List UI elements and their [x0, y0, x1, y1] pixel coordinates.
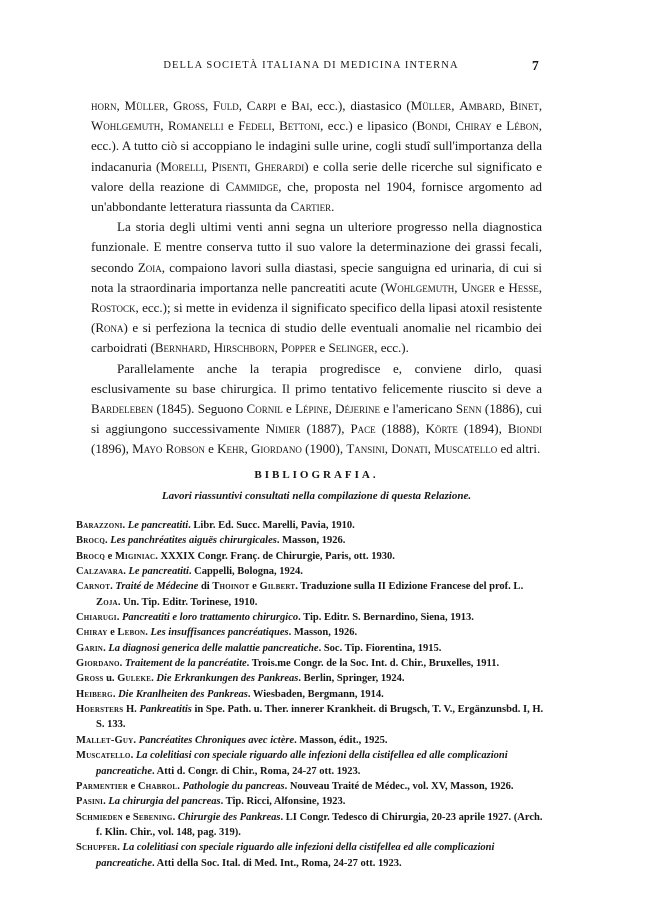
text-run: ,	[238, 98, 247, 113]
author-name: Bardeleben	[91, 401, 154, 417]
author-name: Bettoni	[279, 118, 321, 134]
author-name: Romanelli	[167, 118, 224, 134]
work-title: Pancréatites Chroniques avec ictère	[138, 734, 295, 746]
author-name: Kehr	[217, 441, 245, 457]
author-name: Pace	[350, 421, 376, 437]
author-name: Chabrol	[137, 780, 178, 792]
text-run: ,	[538, 279, 542, 295]
author-name: Popper	[280, 340, 317, 356]
text-run: . Traduzione sulla II Edizione Francese del prof.	[295, 581, 514, 593]
text-run: Parallelamente anche la terapia progredisce e, conviene dirlo, quasi esclusivamente su base chirurgica. Il primo tentativo felicemente riuscito si deve a	[91, 360, 542, 396]
text-run: , ecc.); si mette in evidenza il significato specifico della lipasi atoxil resistente (	[91, 300, 542, 336]
author-name: Fuld	[213, 98, 239, 113]
text-run: ,	[160, 118, 168, 134]
text-run: e	[107, 627, 118, 639]
text-run: (1894),	[457, 421, 508, 437]
paragraph	[91, 217, 542, 358]
author-name: Mallet-Guy	[76, 734, 134, 746]
author-name: Carpi	[246, 98, 276, 113]
text-run: .	[110, 581, 116, 593]
bibliography-entry	[76, 687, 546, 702]
author-name: Bai	[291, 98, 310, 113]
bibliography-subtitle: Lavori riassuntivi consultati nella compilazione di questa Relazione.	[161, 490, 472, 502]
bibliography-entry	[76, 794, 546, 809]
author-name: Lébon	[506, 118, 539, 134]
text-run: .	[117, 842, 123, 854]
text-run: ed altri.	[497, 441, 541, 457]
author-name: Müller	[124, 98, 166, 113]
author-name: Sebening	[132, 811, 173, 823]
bibliography-entry	[76, 733, 546, 748]
text-run: . Masson, 1926.	[276, 535, 346, 547]
text-run: e	[495, 279, 509, 295]
author-name: Rona	[95, 320, 124, 336]
text-run: . Tip. Ricci, Alfonsine, 1923.	[220, 796, 346, 808]
text-run: , compaiono lavori sulla diastasi, specie sanguigna ed urinaria, di cui si nota la straordinaria importanza nelle pancreatiti acute (	[91, 259, 542, 295]
text-run: . Berlin, Springer, 1924.	[298, 673, 405, 685]
bibliography-entry	[76, 840, 546, 871]
work-title: Die Kranlheiten des Pankreas	[118, 688, 248, 700]
bibliography-entry	[76, 549, 546, 564]
text-run: , ecc.).	[374, 340, 409, 356]
bibliography-entry	[76, 610, 546, 625]
work-title: Pankreatitis	[139, 704, 192, 716]
author-name: L. Zoja	[96, 581, 524, 608]
author-name: Pasini	[76, 796, 104, 808]
author-name: Barazzoni	[76, 520, 123, 531]
bibliography-entry	[76, 533, 546, 548]
text-run: H.	[123, 704, 140, 716]
author-name: Heiberg	[76, 688, 113, 700]
author-name: Zoia	[137, 259, 162, 275]
text-run: ,	[447, 118, 456, 134]
author-name: Chiray	[455, 118, 492, 134]
author-name: Giordano	[76, 658, 120, 670]
text-run: ,	[501, 98, 510, 113]
bibliography-list	[76, 518, 546, 871]
author-name: Guleke	[117, 673, 152, 685]
text-run: e	[249, 581, 260, 593]
work-title: La chirurgia del pancreas	[108, 796, 221, 808]
text-run: . Wiesbaden, Bergmann, 1914.	[247, 688, 384, 700]
text-run: .	[331, 199, 335, 215]
text-run: . Soc. Tip. Fiorentina, 1915.	[318, 642, 442, 654]
author-name: Senn	[455, 401, 482, 417]
text-run: .	[112, 688, 119, 700]
author-name: Pisenti	[211, 158, 248, 174]
text-run: e	[282, 401, 296, 417]
text-run: . Cappelli, Bologna, 1924.	[188, 566, 303, 578]
bibliography-entry	[76, 779, 546, 794]
work-title: Traité de Médecine	[115, 581, 199, 593]
text-run: (1886), cui si aggiungono successivamente	[91, 401, 542, 437]
author-name: Gilbert	[259, 581, 296, 593]
author-name: Lebon	[117, 627, 146, 639]
text-run: La storia degli ultimi venti anni segna un ulteriore progresso nella diagnostica funzionale. E mentre conserva tutto il suo valore la determinazione dei grassi fecali, secondo	[91, 219, 542, 275]
text-run: e	[223, 118, 239, 134]
text-run: .	[116, 612, 122, 624]
text-run: .	[151, 673, 157, 685]
author-name: Chiarugi	[76, 612, 117, 624]
author-name: Calzavara	[76, 566, 124, 578]
text-run: ,	[203, 158, 212, 174]
text-run: . Masson, édit., 1925.	[294, 734, 388, 746]
author-name: Hoersters	[76, 704, 124, 716]
text-run: .	[119, 658, 125, 670]
text-run: e	[316, 340, 329, 356]
work-title: Pancreatiti e loro trattamento chirurgico	[121, 612, 299, 624]
author-name: Brocq	[76, 535, 106, 547]
text-run: . Libr. Ed. Succ. Marelli, Pavia, 1910.	[188, 520, 355, 531]
text-run: ,	[427, 441, 435, 457]
bibliography-entry	[76, 579, 546, 610]
text-run: e	[122, 811, 133, 823]
paragraph	[91, 96, 542, 217]
work-title: La colelitiasi con speciale riguardo alle infezioni della cistifellea ed alle complicazioni pancreatiche	[96, 842, 495, 869]
text-run: (1896),	[91, 441, 133, 457]
text-run: , ecc.) e lipasico (	[320, 118, 417, 134]
text-run: ,	[451, 98, 460, 113]
bibliography-entry	[76, 518, 546, 533]
author-name: Rostock	[91, 300, 136, 316]
text-run: e	[491, 118, 507, 134]
text-run: ,	[454, 279, 462, 295]
author-name: Schmieden	[76, 811, 123, 823]
text-run: .	[103, 796, 109, 808]
bibliography-entry	[76, 810, 546, 841]
work-title: La colelitiasi con speciale riguardo alle infezioni della cistifellea ed alle complicazioni pancreatiche	[96, 750, 508, 777]
text-run: . Atti della Soc. Ital. di Med. Int., Roma, 24-27 ott. 1923.	[152, 857, 402, 869]
work-title: Die Erkrankungen des Pankreas	[156, 673, 299, 685]
author-name: Hirschborn	[213, 340, 275, 356]
text-run: .	[103, 642, 109, 654]
author-name: Donati	[391, 441, 428, 457]
page-number: 7	[532, 58, 539, 73]
text-run: ,	[271, 118, 280, 134]
text-run: , che, proposta nel 1904, fornisce argomento ad un'abbondante letteratura riassunta da	[91, 178, 542, 215]
text-run: . Masson, 1926.	[288, 627, 358, 639]
text-run: e	[275, 98, 292, 113]
text-run: ,	[247, 158, 255, 174]
work-title: Les panchréatites aiguës chirurgicales	[110, 535, 277, 547]
bibliography-entry	[76, 641, 546, 656]
author-name: Cornil	[246, 401, 283, 417]
text-run: ,	[207, 340, 214, 356]
text-run: u.	[103, 673, 118, 685]
text-run: . Trois.me Congr. de la Soc. Int. d. Chir., Bruxelles, 1911.	[246, 658, 500, 670]
text-run: ,	[116, 98, 125, 113]
text-run: . Atti d. Congr. di Chir., Roma, 24-27 ott. 1923.	[152, 765, 361, 777]
author-name: Muscatello	[76, 750, 131, 762]
author-name: Selinger	[328, 340, 375, 356]
text-run: . Un. Tip. Editr. Torinese, 1910.	[117, 596, 258, 608]
author-name: Garin	[76, 642, 104, 654]
text-run: ) e si perfeziona la tecnica di studio delle eventuali anomalie nel ricambio dei carboidrati (	[91, 320, 542, 356]
bibliography-entry	[76, 702, 546, 733]
text-run: ,	[205, 98, 214, 113]
text-run: ) e colla serie delle ricerche sul significato e valore della reazione di	[91, 158, 543, 194]
author-name: Muscatello	[434, 441, 498, 457]
author-name: Cammidge	[225, 178, 279, 194]
author-name: Bernhard	[154, 340, 208, 356]
author-name: Gherardi	[254, 158, 305, 174]
author-name: Unger	[461, 279, 496, 295]
work-title: Les insuffisances pancréatiques	[150, 627, 289, 639]
author-name: Giordano	[251, 441, 302, 457]
text-run: e	[204, 441, 218, 457]
text-run: (1845). Seguono	[153, 401, 247, 417]
text-run: (1888),	[375, 421, 426, 437]
author-name: Déjerine	[335, 401, 381, 417]
author-name: Biondi	[507, 421, 542, 437]
author-name: Gross	[173, 98, 206, 113]
author-name: Hesse	[508, 279, 539, 295]
author-name: Wohlgemuth	[384, 279, 455, 295]
text-run: ,	[328, 401, 336, 417]
author-name: Gross	[76, 673, 104, 685]
bibliography-entry	[76, 625, 546, 640]
text-run: .	[145, 627, 151, 639]
text-run: e	[105, 550, 115, 562]
running-header: DELLA SOCIETÀ ITALIANA DI MEDICINA INTERNA	[163, 60, 459, 71]
work-title: Le pancreatiti	[127, 520, 189, 531]
text-run: (1887),	[300, 421, 351, 437]
author-name: Wohlgemuth	[91, 118, 161, 134]
author-name: Schupfer	[76, 842, 118, 854]
text-run: ,	[274, 340, 281, 356]
author-name: Morelli	[160, 158, 204, 174]
text-run: . Tip. Editr. S. Bernardino, Siena, 1913.	[298, 612, 474, 624]
text-run: ,	[244, 441, 252, 457]
author-name: Fedeli	[238, 118, 272, 134]
author-name: Binet	[509, 98, 539, 113]
author-name: Müller	[410, 98, 452, 113]
text-run: .	[122, 520, 128, 531]
bibliography-title: BIBLIOGRAFIA.	[254, 469, 379, 481]
text-run: .	[177, 780, 183, 792]
text-run: di	[198, 581, 213, 593]
author-name: Chiray	[76, 627, 108, 639]
text-run: e	[127, 780, 138, 792]
text-run: ,	[384, 441, 392, 457]
text-run: , ecc.), diastasico (	[309, 98, 411, 113]
author-name: Mayo Robson	[132, 441, 205, 457]
author-name: Parmentier	[76, 780, 128, 792]
author-name: Carnot	[76, 581, 111, 593]
text-run: (1900),	[301, 441, 347, 457]
author-name: horn	[91, 98, 117, 113]
text-run: in Spe. Path. u. Ther. innerer Krankheit. di Brugsch, T. V., Ergänzunsbd. I, H. S. 133.	[96, 704, 544, 731]
text-run: .	[105, 535, 111, 547]
author-name: Cartier	[290, 199, 332, 215]
bibliography-entry	[76, 671, 546, 686]
author-name: Körte	[425, 421, 458, 437]
author-name: Lépine	[295, 401, 329, 417]
text-run: .	[172, 811, 178, 823]
author-name: Thoinot	[212, 581, 250, 593]
text-run: .	[133, 734, 139, 746]
work-title: Chirurgie des Pankreas	[177, 811, 281, 823]
work-title: La diagnosi generica delle malattie pancreatiche	[108, 642, 319, 654]
text-run: . Nouveau Traité de Médec., vol. XV, Masson, 1926.	[284, 780, 514, 792]
author-name: Tansini	[346, 441, 385, 457]
bibliography-entry	[76, 656, 546, 671]
text-run: ,	[165, 98, 174, 113]
work-title: Pathologie du pancreas	[182, 780, 285, 792]
author-name: Miginiac	[114, 550, 156, 562]
bibliography-entry	[76, 748, 546, 779]
body-text	[91, 96, 542, 460]
text-run: e l'americano	[380, 401, 456, 417]
work-title: Traitement de la pancréatite	[124, 658, 247, 670]
text-run: .	[123, 566, 129, 578]
author-name: Nimier	[265, 421, 301, 437]
author-name: Ambard	[459, 98, 502, 113]
paragraph	[91, 359, 542, 460]
text-run: .	[130, 750, 136, 762]
work-title: Le pancreatiti	[128, 566, 189, 578]
text-run: . XXXIX Congr. Franç. de Chirurgie, Paris, ott. 1930.	[155, 550, 395, 562]
author-name: Brocq	[76, 550, 106, 562]
text-run: , ecc.). A tutto ciò si accoppiano le indagini sulle urine, cogli studî sull'importanza della indacanuria (	[91, 118, 542, 174]
author-name: Bondi	[416, 118, 448, 134]
text-run: . LI Congr. Tedesco di Chirurgia, 20-23 aprile 1927. (Arch. f. Klin. Chir., vol. 148, pag. 319).	[96, 811, 543, 838]
bibliography-entry	[76, 564, 546, 579]
text-run: ,	[538, 98, 543, 113]
